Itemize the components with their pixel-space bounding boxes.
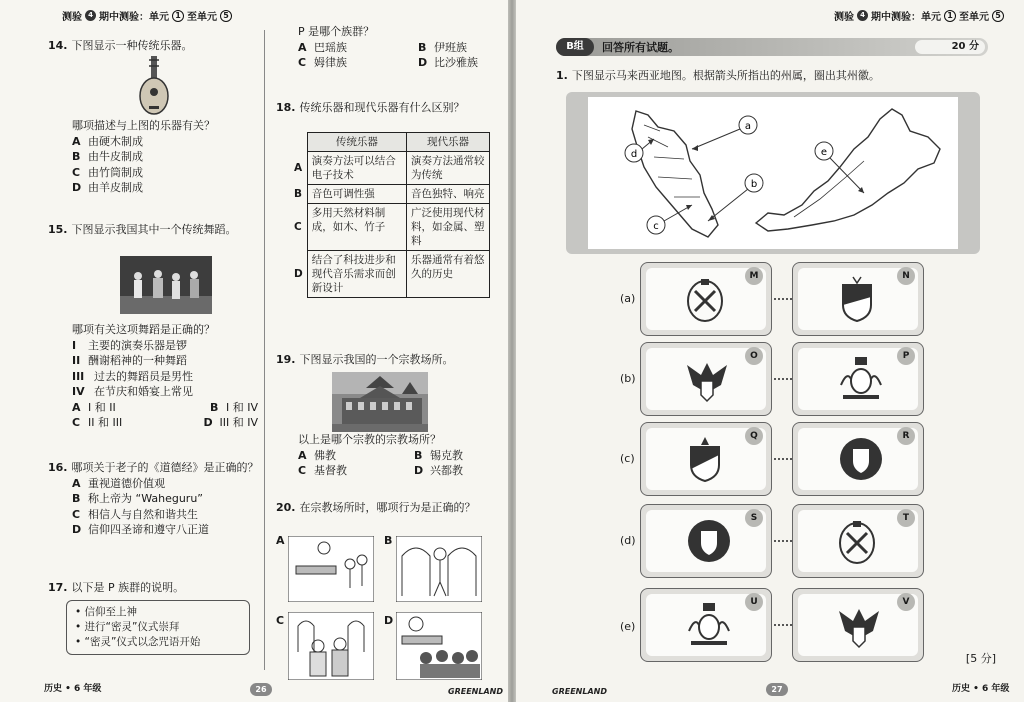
option-key: B: [414, 448, 423, 462]
state-crest-icon: [685, 275, 725, 323]
unit-to-circle: 5: [992, 10, 1004, 22]
q20-scene-d-icon[interactable]: [396, 612, 482, 680]
option-text: 由竹筒制成: [88, 165, 143, 179]
question-text: 在宗教场所时，哪项行为是正确的？: [299, 501, 476, 514]
statement-key: II: [72, 354, 81, 367]
bullet-text: 进行“密灵”仪式崇拜: [84, 621, 180, 633]
option-d[interactable]: D: [384, 614, 394, 627]
emblem-tag: O: [745, 347, 763, 365]
question-20: [276, 500, 490, 516]
q20-scene-b-icon[interactable]: [396, 536, 482, 602]
question-text: 下图显示我国其中一个传统舞蹈。: [71, 223, 237, 236]
emblem-card-m[interactable]: [640, 262, 772, 336]
section-group-label: B组: [556, 38, 594, 56]
page-number: 26: [250, 683, 272, 696]
lute-instrument-icon: [136, 54, 172, 118]
question-text: 下图显示一种传统乐器。: [71, 39, 193, 52]
option-b[interactable]: [210, 400, 258, 416]
emblem-card-n[interactable]: [792, 262, 924, 336]
option-a[interactable]: [72, 400, 116, 416]
page-header-left: [62, 8, 232, 23]
option-d[interactable]: [414, 463, 474, 479]
option-key: C: [72, 416, 81, 429]
question-19: [276, 352, 490, 368]
table-row[interactable]: [290, 152, 490, 185]
page-number: 27: [766, 683, 788, 696]
book-gutter: [508, 0, 516, 702]
map-label-a: a: [744, 121, 752, 132]
malaysia-map: [588, 97, 958, 249]
bullet-item: • 进行“密灵”仪式崇拜: [75, 621, 180, 633]
option-b[interactable]: [72, 149, 262, 165]
left-page: [0, 0, 508, 702]
statement-iii: [72, 369, 262, 385]
bullet-item: • 信仰至上神: [75, 606, 138, 618]
dance-photo-icon: [120, 256, 212, 314]
bullet-text: 信仰至上神: [84, 606, 138, 618]
row-label-c: (c): [620, 452, 635, 465]
crown-crest-icon: [837, 355, 885, 403]
emblem-tag: T: [897, 509, 915, 527]
q20-scene-c-icon[interactable]: [288, 612, 374, 680]
row-key: B: [294, 188, 303, 200]
q20-pictures: [276, 534, 490, 684]
option-a[interactable]: [72, 476, 260, 492]
option-text: 由硬木制成: [88, 134, 143, 148]
option-text: 姆律族: [314, 56, 347, 69]
option-key: D: [414, 464, 424, 477]
temple-photo-icon: [332, 372, 428, 432]
question-prompt: 以上是哪个宗教的宗教场所？: [298, 433, 441, 446]
question-number: 17.: [48, 581, 68, 594]
question-number: 14.: [48, 39, 68, 52]
publisher-logo: GREENLAND: [552, 687, 607, 696]
q14-answers: [72, 118, 262, 196]
option-d[interactable]: [418, 55, 488, 71]
footer-subject: 历史 • 6 年级: [44, 684, 102, 694]
emblem-card-u[interactable]: [640, 588, 772, 662]
option-c[interactable]: [298, 463, 347, 479]
option-text: I 和 IV: [225, 400, 258, 414]
option-b[interactable]: [414, 448, 474, 464]
option-key: D: [418, 56, 428, 69]
unit-to-circle: 5: [220, 10, 232, 22]
option-key: A: [72, 476, 81, 490]
statement-key: III: [72, 369, 85, 383]
wreath-crest-icon: [685, 517, 733, 565]
option-a[interactable]: A: [276, 534, 285, 547]
table-row[interactable]: [290, 251, 490, 298]
option-text: II 和 III: [88, 416, 123, 429]
map-label-b: b: [750, 179, 758, 190]
q18-comparison-table: [290, 132, 490, 298]
option-d[interactable]: [72, 522, 260, 538]
emblem-card-r[interactable]: [792, 422, 924, 496]
option-key: A: [72, 134, 81, 148]
malaysia-map-frame: [566, 92, 980, 254]
question-text: 以下是 P 族群的说明。: [71, 581, 185, 594]
question-17: [48, 580, 260, 596]
option-key: C: [72, 507, 81, 521]
option-key: A: [298, 40, 307, 54]
malaysia-map-icon: [588, 97, 958, 249]
question-number: 20.: [276, 501, 296, 514]
right-page: [516, 0, 1024, 702]
statement-text: 主要的演奏乐器是锣: [88, 338, 187, 352]
statement-key: I: [72, 338, 77, 352]
option-key: D: [72, 523, 82, 536]
emblem-tag: S: [745, 509, 763, 527]
option-text: 兴都教: [430, 464, 463, 477]
option-a[interactable]: [72, 134, 262, 150]
option-c[interactable]: [72, 415, 122, 431]
option-key: A: [298, 448, 307, 462]
question-text: 下图显示我国的一个宗教场所。: [299, 353, 454, 366]
option-a[interactable]: [298, 40, 347, 56]
emblem-tag: M: [745, 267, 763, 285]
table-cell: 广泛使用现代材料，如金属、塑料: [407, 204, 490, 251]
header-sep: 至单元: [959, 12, 989, 23]
option-key: B: [72, 150, 81, 163]
option-key: D: [203, 416, 213, 429]
table-cell: 音色独特、响亮: [407, 185, 490, 204]
publisher-logo: GREENLAND: [448, 687, 503, 696]
crown-crest-icon: [685, 601, 733, 649]
state-shield-icon: [685, 435, 725, 483]
option-d[interactable]: [72, 180, 262, 196]
option-c[interactable]: [72, 507, 260, 523]
table-cell: 结合了科技进步和现代音乐需求而创新设计: [307, 251, 406, 298]
dotted-connector: [774, 298, 792, 300]
question-number: 16.: [48, 461, 68, 474]
question-1: [556, 68, 996, 84]
option-key: C: [298, 464, 307, 477]
row-key: D: [294, 268, 303, 280]
option-c[interactable]: [298, 55, 347, 71]
header-text: 期中测验：单元: [99, 12, 169, 23]
statement-ii: [72, 353, 262, 369]
map-label-c: c: [653, 221, 659, 232]
question-16: [48, 460, 260, 538]
option-key: D: [72, 181, 82, 194]
emblem-card-o[interactable]: [640, 342, 772, 416]
state-crest-icon: [837, 517, 877, 565]
emblem-card-q[interactable]: [640, 422, 772, 496]
option-key: C: [72, 165, 81, 179]
option-b[interactable]: [418, 40, 488, 56]
row-key: C: [294, 221, 302, 233]
question-prompt: 哪项描述与上图的乐器有关？: [72, 119, 215, 132]
option-text: 比沙雅族: [434, 56, 478, 69]
dotted-connector: [774, 540, 792, 542]
table-cell: 多用天然材料制成，如木、竹子: [307, 204, 406, 251]
statement-key: IV: [72, 385, 85, 398]
dotted-connector: [774, 378, 792, 380]
bullet-text: “密灵”仪式以念咒语开始: [84, 636, 201, 648]
header-tag: 测验: [62, 12, 82, 23]
footer-subject: 历史 • 6 年级: [952, 684, 1010, 694]
statement-i: [72, 338, 262, 354]
statement-text: 过去的舞蹈员是男性: [94, 369, 193, 383]
q17-description-box: [66, 600, 250, 655]
statement-text: 在节庆和婚宴上常见: [94, 385, 193, 398]
emblem-card-s[interactable]: [640, 504, 772, 578]
eagle-crest-icon: [685, 355, 729, 403]
option-text: 重视道德价值观: [88, 476, 165, 490]
question-15: [48, 222, 260, 238]
eagle-crest-icon: [837, 601, 881, 649]
option-key: A: [72, 400, 81, 414]
emblem-tag: R: [897, 427, 915, 445]
option-text: III 和 IV: [219, 416, 258, 429]
option-text: I 和 II: [88, 400, 116, 414]
option-text: 信仰四圣谛和遵守八正道: [88, 523, 209, 536]
option-a[interactable]: [298, 448, 336, 464]
option-text: 由羊皮制成: [88, 181, 143, 194]
table-header: 传统乐器: [307, 133, 406, 152]
option-text: 锡克教: [430, 448, 463, 462]
state-shield-icon: [837, 275, 877, 323]
option-text: 由牛皮制成: [88, 150, 143, 163]
option-c[interactable]: [72, 165, 262, 181]
question-number: 19.: [276, 353, 296, 366]
section-marks: 20 分: [915, 40, 985, 54]
section-instruction: 回答所有试题。: [602, 41, 679, 54]
row-label-e: (e): [620, 620, 636, 633]
emblem-tag: V: [897, 593, 915, 611]
column-divider: [264, 30, 265, 670]
wreath-crest-icon: [837, 435, 885, 483]
option-text: 称上帝为 “Waheguru”: [88, 492, 203, 505]
table-cell: 演奏方法可以结合电子技术: [307, 152, 406, 185]
unit-from-circle: 1: [944, 10, 956, 22]
question-score: [5 分]: [965, 652, 996, 665]
map-label-d: d: [630, 149, 638, 160]
row-key: A: [294, 162, 303, 174]
emblem-tag: N: [897, 267, 915, 285]
table-row[interactable]: [290, 185, 490, 204]
question-number: 1.: [556, 69, 568, 82]
option-key: B: [418, 40, 427, 54]
section-b-bar: [556, 38, 988, 56]
option-key: B: [72, 492, 81, 505]
table-cell: 演奏方法通常较为传统: [407, 152, 490, 185]
question-18: [276, 100, 490, 116]
emblem-card-p[interactable]: [792, 342, 924, 416]
gear-icon: 4: [85, 10, 96, 21]
q15-answers: [72, 322, 262, 431]
emblem-card-v[interactable]: [792, 588, 924, 662]
option-key: B: [209, 400, 219, 414]
option-key: C: [298, 56, 307, 69]
emblem-tag: Q: [745, 427, 763, 445]
gear-icon: 4: [857, 10, 868, 21]
dotted-connector: [774, 624, 792, 626]
bullet-item: • “密灵”仪式以念咒语开始: [75, 636, 201, 648]
header-sep: 至单元: [187, 12, 217, 23]
emblem-tag: U: [745, 593, 763, 611]
row-label-b: (b): [620, 372, 636, 385]
option-text: 伊班族: [434, 40, 467, 54]
q17-continued: [298, 24, 498, 71]
header-text: 期中测验：单元: [871, 12, 941, 23]
option-b[interactable]: B: [384, 534, 393, 547]
option-text: 相信人与自然和谐共生: [88, 507, 198, 521]
row-label-a: (a): [620, 292, 636, 305]
option-text: 佛教: [314, 448, 336, 462]
page-header-right: [834, 8, 1004, 23]
header-tag: 测验: [834, 12, 854, 23]
table-row[interactable]: [290, 204, 490, 251]
question-number: 15.: [48, 223, 68, 236]
row-label-d: (d): [620, 534, 636, 547]
map-label-e: e: [820, 147, 828, 158]
option-text: 基督教: [314, 464, 347, 477]
table-cell: 乐器通常有着悠久的历史: [407, 251, 490, 298]
question-text: 传统乐器和现代乐器有什么区别？: [299, 101, 465, 114]
option-text: 巴瑶族: [314, 40, 347, 54]
q19-answers: [298, 432, 488, 479]
option-b[interactable]: [72, 491, 260, 507]
table-cell: 音色可调性强: [307, 185, 406, 204]
statement-text: 酬谢稻神的一种舞蹈: [88, 354, 187, 367]
q20-scene-a-icon[interactable]: [288, 536, 374, 602]
option-c[interactable]: C: [276, 614, 285, 627]
option-d[interactable]: [204, 415, 259, 431]
emblem-tag: P: [897, 347, 915, 365]
question-prompt: 哪项有关这项舞蹈是正确的？: [72, 323, 215, 336]
question-text: 哪项关于老子的《道德经》是正确的？: [71, 461, 259, 474]
dotted-connector: [774, 458, 792, 460]
question-14: [48, 38, 258, 54]
question-prompt: P 是哪个族群？: [298, 25, 375, 38]
question-number: 18.: [276, 101, 296, 114]
question-text: 下图显示马来西亚地图。根据箭头所指出的州属，圈出其州徽。: [571, 69, 880, 82]
unit-from-circle: 1: [172, 10, 184, 22]
emblem-card-t[interactable]: [792, 504, 924, 578]
table-header: 现代乐器: [407, 133, 490, 152]
statement-iv: [72, 384, 262, 400]
